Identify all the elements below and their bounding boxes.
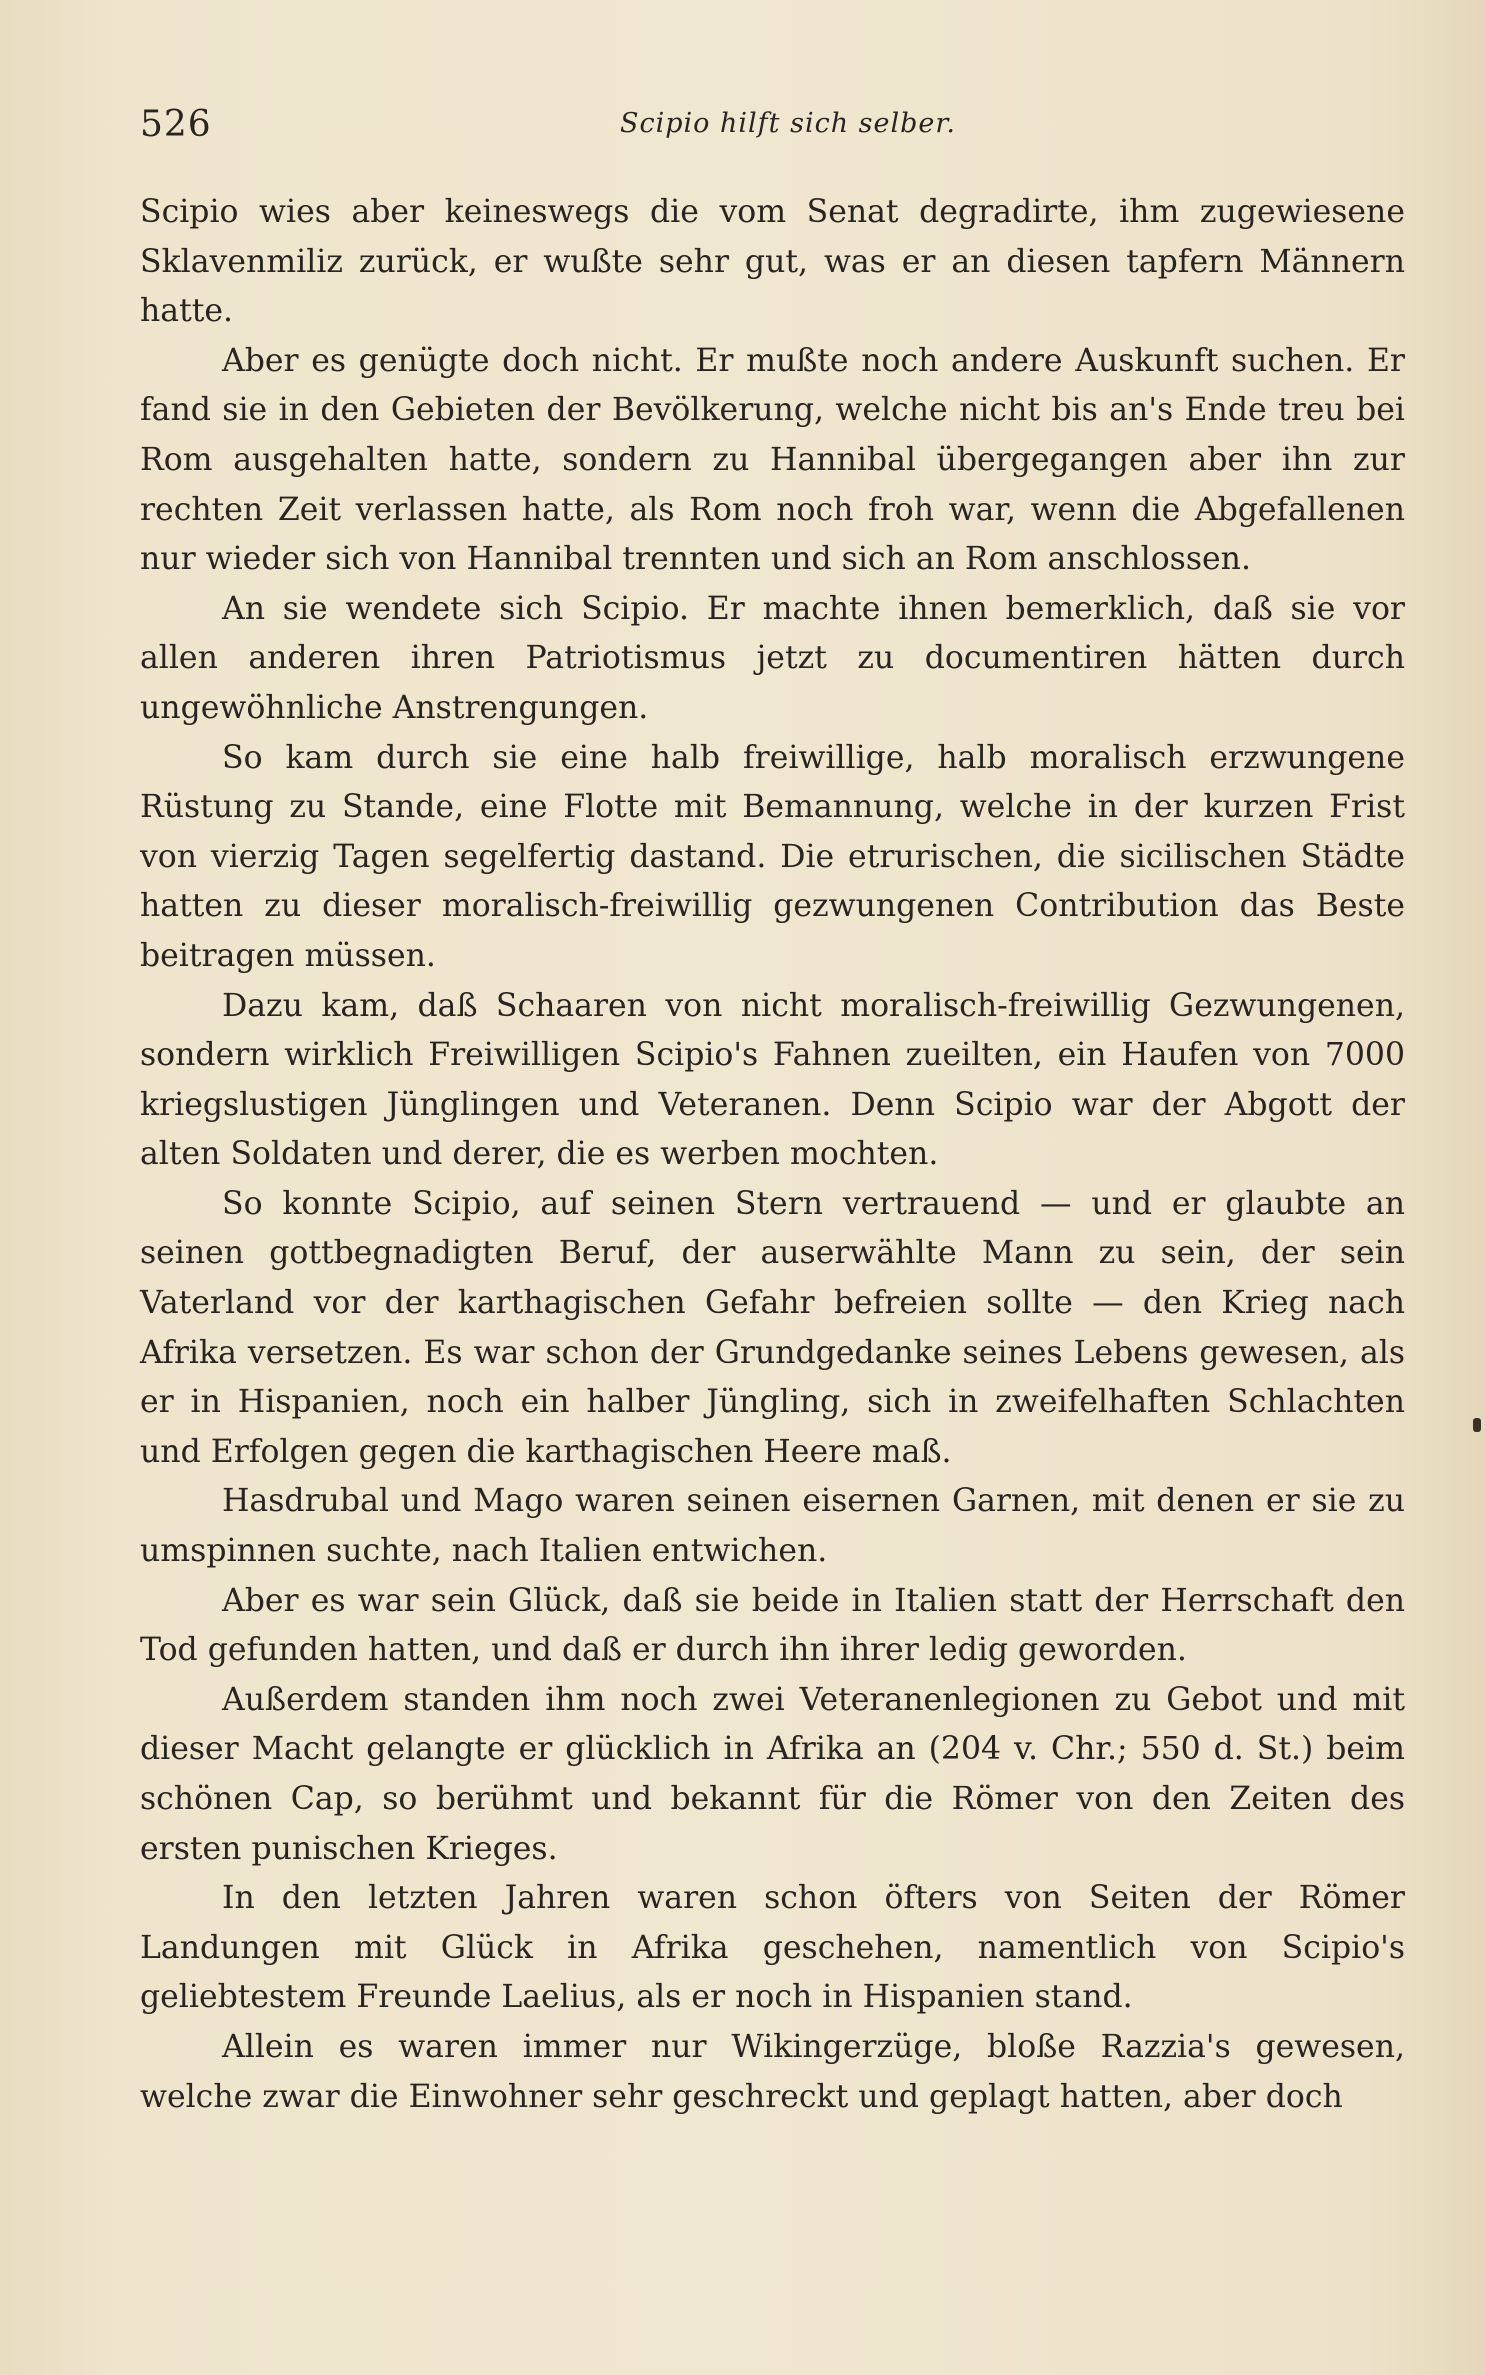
paragraph-8: Aber es war sein Glück, daß sie beide in Italien statt der Herrschaft den Tod gefunden hatten, und daß er durch ihn ihrer ledig geworden. [140, 1582, 1405, 1669]
paragraph-6: So konnte Scipio, auf seinen Stern vertrauend — und er glaubte an seinen gottbegnadigten Beruf, der auserwählte Mann zu sein, der sein Vaterland vor der karthagischen Gefahr befreien sollte — den Krieg nach Afrika versetzen. Es war schon der Grundgedanke seines Lebens gewesen, als er in Hispanien, noch ein halber Jüngling, sich in zweifelhaften Schlachten und Erfolgen gegen die karthagischen Heere maß. [140, 1185, 1405, 1470]
paragraph-3: An sie wendete sich Scipio. Er machte ihnen bemerklich, daß sie vor allen anderen ihren Patriotismus jetzt zu documentiren hätten durch ungewöhnliche Anstrengungen. [140, 590, 1405, 726]
paragraph-9: Außerdem standen ihm noch zwei Veteranenlegionen zu Gebot und mit dieser Macht gelangte er glücklich in Afrika an (204 v. Chr.; 550 d. St.) beim schönen Cap, so berühmt und bekannt für die Römer von den Zeiten des ersten punischen Krieges. [140, 1681, 1405, 1867]
paragraph-4: So kam durch sie eine halb freiwillige, halb moralisch erzwungene Rüstung zu Stande, eine Flotte mit Bemannung, welche in der kurzen Frist von vierzig Tagen segelfertig dastand. Die etrurischen, die sicilischen Städte hatten zu dieser moralisch-freiwillig gezwungenen Contribution das Beste beitragen müssen. [140, 739, 1405, 974]
paragraph-5: Dazu kam, daß Schaaren von nicht moralisch-freiwillig Gezwungenen, sondern wirklich Freiwilligen Scipio's Fahnen zueilten, ein Haufen von 7000 kriegslustigen Jünglingen und Veteranen. Denn Scipio war der Abgott der alten Soldaten und derer, die es werben mochten. [140, 987, 1405, 1173]
running-head [140, 100, 1405, 156]
paragraph-10: In den letzten Jahren waren schon öfters von Seiten der Römer Landungen mit Glück in Afrika geschehen, namentlich von Scipio's geliebtestem Freunde Laelius, als er noch in Hispanien stand. [140, 1880, 1405, 2016]
page-number: 526 [140, 104, 212, 145]
running-title: Scipio hilft sich selber. [620, 108, 956, 139]
paragraph-2: Aber es genügte doch nicht. Er mußte noch andere Auskunft suchen. Er fand sie in den Gebieten der Bevölkerung, welche nicht bis an's Ende treu bei Rom ausgehalten hatte, sondern zu Hannibal übergegangen aber ihn zur rechten Zeit verlassen hatte, als Rom noch froh war, wenn die Abgefallenen nur wieder sich von Hannibal trennten und sich an Rom anschlossen. [140, 342, 1405, 578]
paragraph-7: Hasdrubal und Mago waren seinen eisernen Garnen, mit denen er sie zu umspinnen suchte, nach Italien entwichen. [140, 1483, 1405, 1570]
paragraph-11: Allein es waren immer nur Wikingerzüge, bloße Razzia's gewesen, welche zwar die Einwohner sehr geschreckt und geplagt hatten, aber doch [140, 2028, 1405, 2115]
margin-ink-mark [1473, 1418, 1481, 1432]
paragraph-1: Scipio wies aber keineswegs die vom Senat degradirte, ihm zugewiesene Sklavenmiliz zurück, er wußte sehr gut, was er an diesen tapfern Männern hatte. [140, 194, 1405, 330]
body-text [140, 188, 1405, 2122]
